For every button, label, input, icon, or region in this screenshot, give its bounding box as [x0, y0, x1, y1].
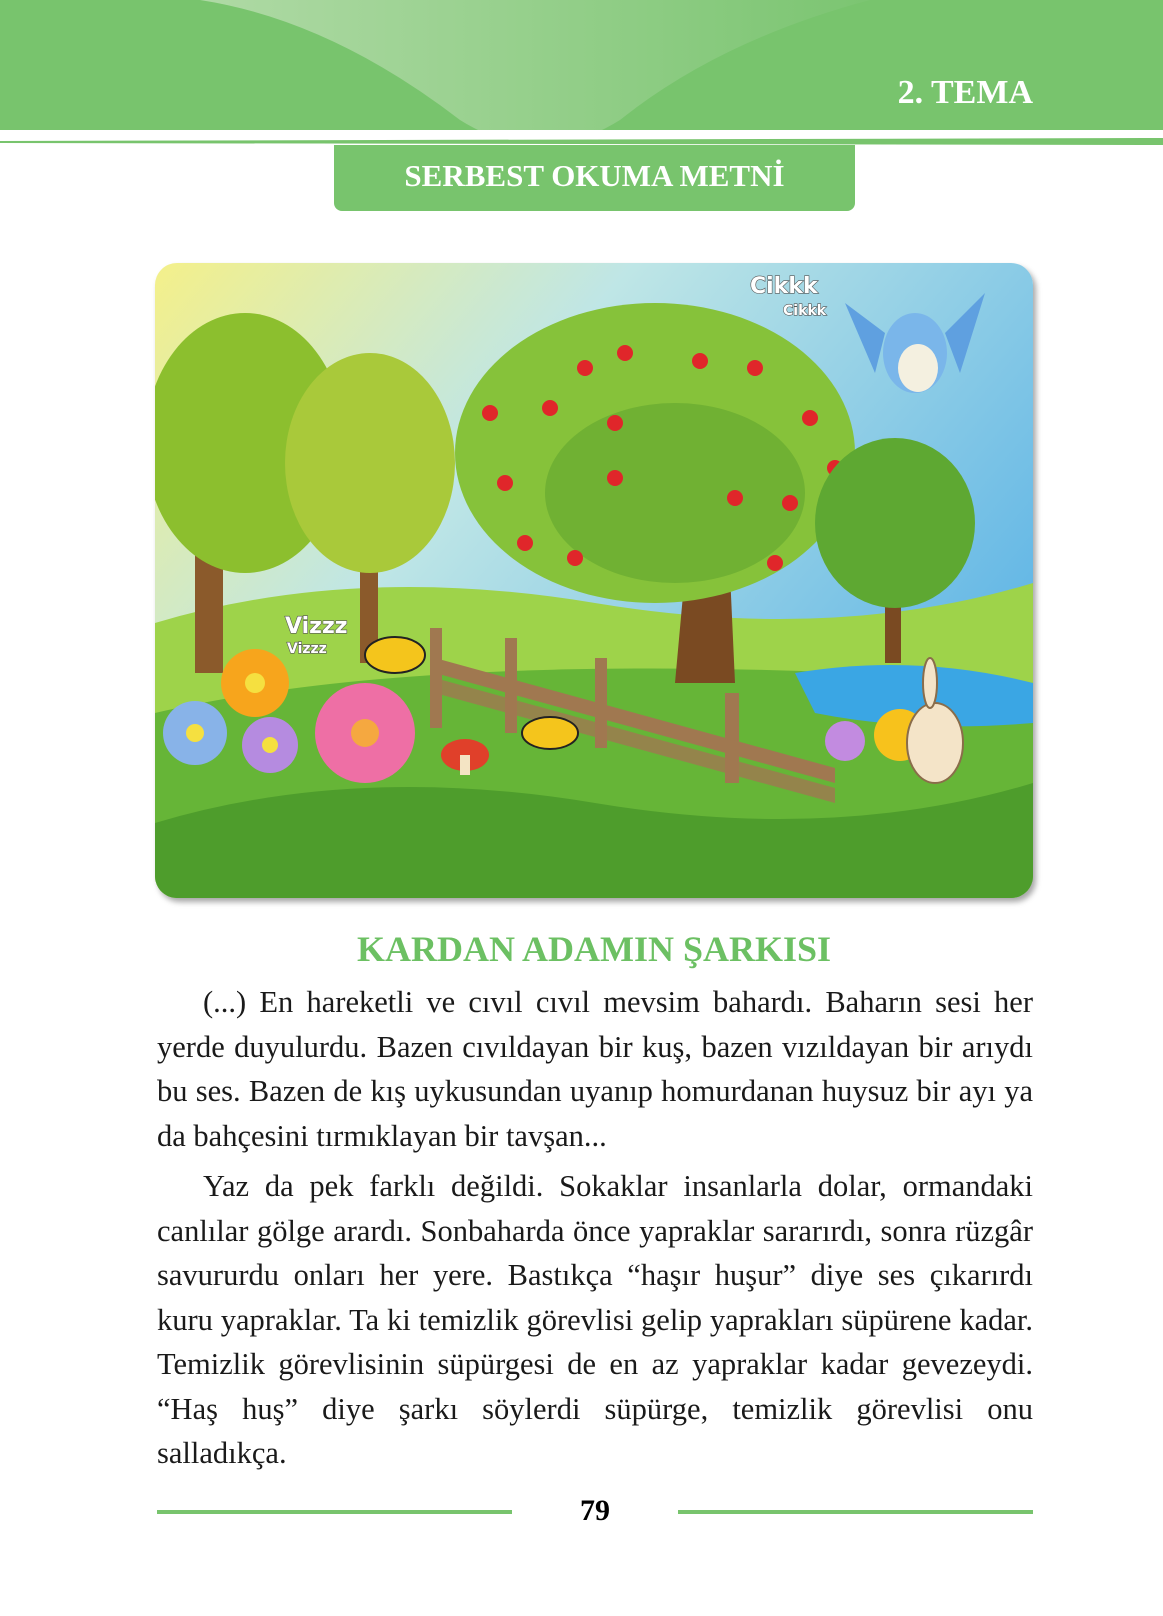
page-number: 79 — [580, 1494, 610, 1527]
footer-rule-right — [678, 1510, 1033, 1514]
bee-sound-text: Vizzz — [285, 614, 348, 639]
story-body — [157, 980, 1033, 1482]
theme-label: 2. TEMA — [897, 74, 1033, 111]
story-paragraph: Yaz da pek farklı değildi. Sokaklar insanlarla dolar, ormandaki canlılar gölge arardı. Sonbaharda önce yapraklar sararırdı, sonra rüzgâr savururdu onları her yere. Bastıkça “haşır huşur” diye ses çıkarırdı kuru yapraklar. Ta ki temizlik görevlisi gelip yaprakları süpürene kadar. Temizlik görevlisinin süpürgesi de en az yapraklar kadar gevezeydi. “Haş huş” diye şarkı söylerdi süpürge, temizlik görevlisi onu salladıkça. — [157, 1169, 1033, 1470]
story-title: KARDAN ADAMIN ŞARKISI — [356, 929, 832, 969]
header-band — [0, 0, 1163, 130]
footer-rule-left — [157, 1510, 512, 1514]
bird-sound-text: Cikkk — [750, 274, 818, 299]
bird-sound-small-text: Cikkk — [783, 303, 827, 319]
section-tab: SERBEST OKUMA METNİ — [334, 145, 855, 211]
bee-sound-small-text: Vizzz — [287, 641, 327, 657]
garden-illustration — [155, 263, 1033, 898]
story-paragraph: (...) En hareketli ve cıvıl cıvıl mevsim bahardı. Baharın sesi her yerde duyulurdu. Bazen cıvıldayan bir kuş, bazen vızıldayan bir arıydı bu ses. Bazen de kış uykusundan uyanıp homurdanan huysuz bir ayı ya da bahçesini tırmıklayan bir tavşan... — [157, 985, 1033, 1153]
